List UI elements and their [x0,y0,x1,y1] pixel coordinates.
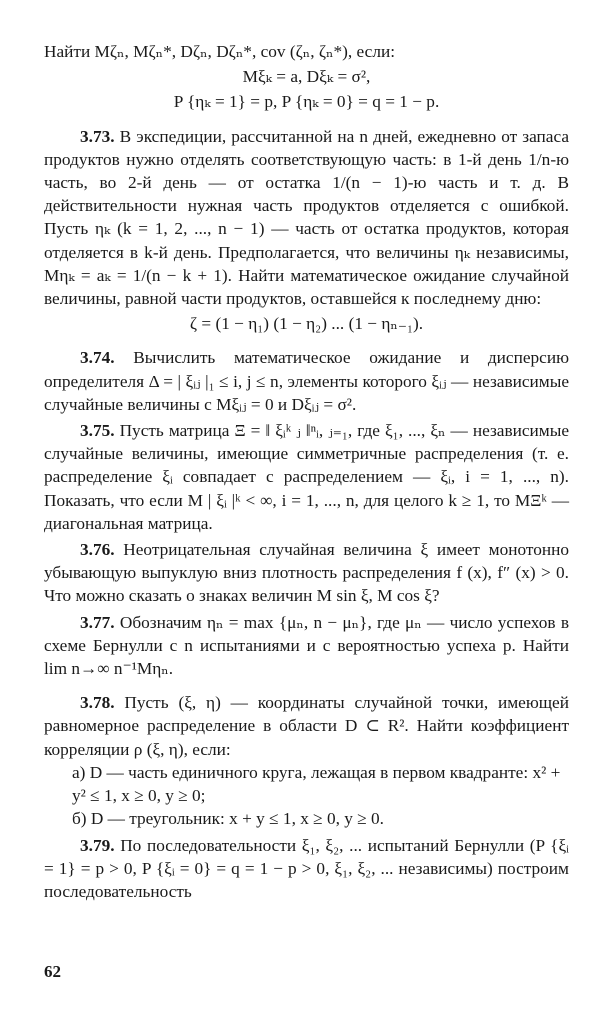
problem-3-78 [44,691,569,761]
problem-3-77 [44,611,569,681]
problem-number: 3.75. [80,421,115,441]
problem-number: 3.76. [80,540,115,560]
problem-text: Вычислить математическое ожидание и дисперсию определителя Δ = | ξᵢⱼ |₁ ≤ i, j ≤ n, элементы которого ξᵢⱼ — независимые случайные величины с Mξᵢⱼ = 0 и Dξᵢⱼ = σ². [44,348,569,414]
problem-number: 3.79. [80,835,115,855]
problem-3-73-formula: ζ = (1 − η₁) (1 − η₂) ... (1 − ηₙ₋₁). [189,314,424,334]
problem-3-78-item-a: а) D — часть единичного круга, лежащая в первом квадранте: x² + y² ≤ 1, x ≥ 0, y ≥ 0; [72,762,561,806]
problem-text: Пусть (ξ, η) — координаты случайной точки, имеющей равномерное распределение в области D ⊂ R². Найти коэффициент корреляции ρ (ξ, η), если: [44,693,569,759]
problem-number: 3.77. [80,612,115,632]
problem-text: Неотрицательная случайная величина ξ имеет монотонно убывающую выпуклую вниз плотность распределения f (x), f″ (x) > 0. Что можно сказать о знаках величин M sin ξ, M cos ξ? [44,540,569,606]
page-number: 62 [44,962,61,981]
intro-formula-1: Mξₖ = a, Dξₖ = σ², [242,67,371,87]
problem-number: 3.74. [80,348,115,368]
problem-3-79 [44,834,569,904]
problem-3-76 [44,538,569,608]
problem-3-73 [44,125,569,311]
problem-number: 3.73. [80,126,115,146]
intro-formula-2: P {ηₖ = 1} = p, P {ηₖ = 0} = q = 1 − p. [173,92,440,112]
problem-3-75 [44,419,569,535]
problem-3-78-item-b: б) D — треугольник: x + y ≤ 1, x ≥ 0, y ≥ 0. [72,809,384,829]
intro-find-line: Найти Mζₙ, Mζₙ*, Dζₙ, Dζₙ*, cov (ζₙ, ζₙ*), если: [44,42,395,61]
problem-text: В экспедиции, рассчитанной на n дней, ежедневно от запаса продуктов нужно отделять соответствующую часть: в 1-й день 1/n-ю часть, во 2-й день — от остатка 1/(n − 1)-ю часть и т. д. В действительности нужная часть продуктов отделяется с ошибкой. Пусть ηₖ (k = 1, 2, ..., n − 1) — часть от остатка продуктов, которая отделяется в k-й день. Предполагается, что величины ηₖ независимы, Mηₖ = aₖ = 1/(n − k + 1). Найти математическое ожидание случайной величины, равной части продуктов, оставшейся к последнему дню: [44,126,569,309]
problem-3-74 [44,346,569,416]
problem-text: По последовательности ξ₁, ξ₂, ... испытаний Бернулли (P {ξᵢ = 1} = p > 0, P {ξᵢ = 0} = q = 1 − p > 0, ξ₁, ξ₂, ... независимы) построим последовательность [44,835,569,901]
problem-text: Обозначим ηₙ = max {μₙ, n − μₙ}, где μₙ — число успехов в схеме Бернулли с n испытаниями и с вероятностью успеха p. Найти lim n→∞ n⁻¹Mηₙ. [44,612,569,679]
problem-number: 3.78. [80,693,115,713]
problem-text: Пусть матрица Ξ = ‖ ξᵢᵏ ⱼ ‖ⁿᵢ, ⱼ₌₁, где ξ₁, ..., ξₙ — независимые случайные величины, имеющие симметричные распределения (т. е. распределение ξᵢ совпадает с распределением — ξᵢ, i = 1, ..., n). Показать, что если M | ξᵢ |ᵏ < ∞, i = 1, ..., n, для целого k ≥ 1, то MΞᵏ — диагональная матрица. [44,421,569,533]
